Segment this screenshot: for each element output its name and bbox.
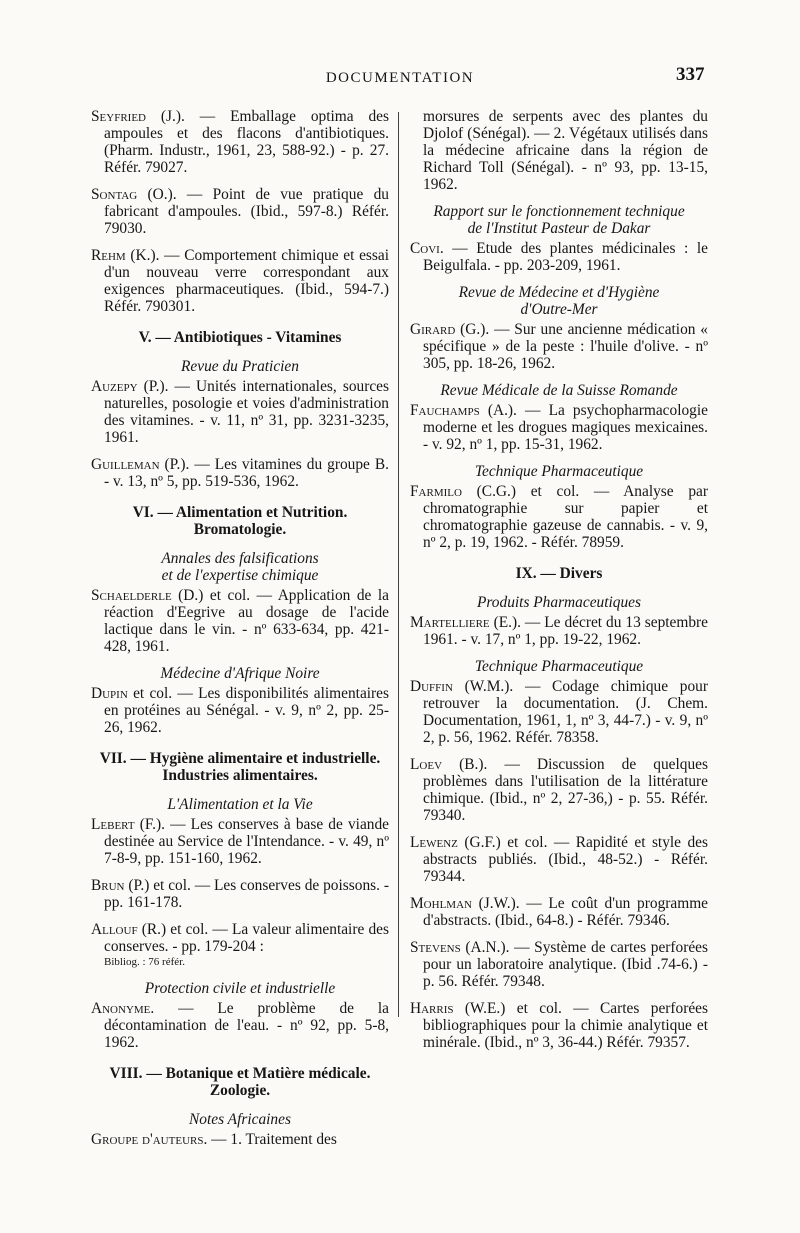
heading-line: IX. — Divers [515, 565, 603, 582]
entry-author: Auzepy [91, 378, 138, 395]
entry-author: Fauchamps [410, 402, 480, 419]
bibliography-entry [410, 895, 708, 929]
heading-line: Revue du Praticien [181, 358, 299, 375]
bibliography-entry [410, 1000, 708, 1051]
heading-line: V. — Antibiotiques - Vitamines [138, 329, 342, 346]
entry-text: (P.). — Unités internationales, sources naturelles, posologie et voies d'administration des vitamines. - v. 11, nº 31, pp. 3231-3235, 1961. [104, 378, 389, 446]
entry-author: Mohlman [410, 895, 472, 912]
entry-author: Martelliere [410, 614, 490, 631]
bibliography-entry [91, 456, 389, 490]
entry-text: (A.N.). — Système de cartes perforées pour un laboratoire analytique. (Ibid .74-6.) - p. 56. Référ. 79348. [423, 939, 708, 990]
heading-line: Revue de Médecine et d'Hygiène [458, 284, 660, 301]
entry-author: Anonyme [91, 1000, 151, 1017]
journal-heading [410, 594, 708, 611]
heading-line: Produits Pharmaceutiques [476, 594, 641, 611]
entry-text: (F.). — Les conserves à base de viande destinée au Service de l'Intendance. - v. 49, nº 7-8-9, pp. 151-160, 1962. [104, 816, 389, 867]
entry-text: (G.F.) et col. — Rapidité et style des abstracts publiés. (Ibid., 48-52.) - Référ. 79344. [423, 834, 708, 885]
journal-heading [410, 382, 708, 399]
bibliography-entry [91, 108, 389, 176]
entry-author: Brun [91, 877, 125, 894]
entry-author: Schaelderle [91, 587, 172, 604]
entry-text: (E.). — Le décret du 13 septembre 1961. - v. 17, nº 1, pp. 19-22, 1962. [423, 614, 708, 648]
journal-heading [91, 550, 389, 584]
entry-text: (W.E.) et col. — Cartes perforées bibliographiques pour la chimie analytique et minérale. (Ibid., nº 3, 36-44.) Référ. 79357. [423, 1000, 708, 1051]
heading-line: et de l'expertise chimique [161, 567, 319, 584]
bibliography-entry [410, 402, 708, 453]
bibliography-entry [410, 756, 708, 824]
bibliography-entry [91, 186, 389, 237]
entry-author: Stevens [410, 939, 461, 956]
entry-author: Dupin [91, 685, 128, 702]
journal-heading [410, 463, 708, 480]
bibliography-entry [410, 483, 708, 551]
heading-line: Annales des falsifications [161, 550, 319, 567]
heading-line: d'Outre-Mer [520, 301, 598, 318]
bibliography-entry [91, 877, 389, 911]
entry-author: Lewenz [410, 834, 458, 851]
entry-text: (P.). — Les vitamines du groupe B. - v. 13, nº 5, pp. 519-536, 1962. [104, 456, 389, 490]
entry-text: (J.). — Emballage optima des ampoules et des flacons d'antibiotiques. (Pharm. Industr., 1961, 23, 588-92.) - p. 27. Référ. 79027. [104, 108, 389, 176]
column-divider [398, 112, 399, 1017]
heading-line: VII. — Hygiène alimentaire et industrielle. [99, 750, 381, 767]
heading-line: L'Alimentation et la Vie [167, 796, 313, 813]
entry-author: Girard [410, 321, 456, 338]
journal-heading [91, 1111, 389, 1128]
bibliography-entry [91, 378, 389, 446]
bibliography-entry [410, 108, 708, 193]
entry-text: (D.) et col. — Application de la réaction d'Eegrive au dosage de l'acide lactique dans le vin. - nº 633-634, pp. 421-428, 1961. [104, 587, 389, 655]
entry-author: Covi [410, 240, 440, 257]
heading-line: Technique Pharmaceutique [474, 658, 644, 675]
entry-text: (G.). — Sur une ancienne médication « spécifique » de la peste : l'huile d'olive. - nº 305, pp. 18-26, 1962. [423, 321, 708, 372]
heading-line: de l'Institut Pasteur de Dakar [467, 220, 651, 237]
entry-text: . — Etude des plantes médicinales : le Beigulfala. - pp. 203-209, 1961. [423, 240, 708, 274]
bibliography-entry [410, 614, 708, 648]
bibliography-entry [410, 678, 708, 746]
entry-author: Seyfried [91, 108, 147, 125]
section-heading [91, 750, 389, 784]
bibliography-entry [91, 247, 389, 315]
entry-author: Harris [410, 1000, 454, 1017]
bibliography-entry [91, 816, 389, 867]
heading-line: Revue Médicale de la Suisse Romande [440, 382, 678, 399]
heading-line: VI. — Alimentation et Nutrition. [132, 504, 348, 521]
entry-author: Rehm [91, 247, 126, 264]
bibliography-note: Bibliog. : 76 référ. [104, 956, 185, 968]
entry-author: Guilleman [91, 456, 160, 473]
journal-heading [410, 203, 708, 237]
page-number: 337 [676, 64, 705, 85]
entry-text: (W.M.). — Codage chimique pour retrouver la documentation. (J. Chem. Documentation, 1961, 1, nº 3, 44-7.) - v. 9, nº 2, p. 56, 1962. Référ. 78358. [423, 678, 708, 746]
bibliography-entry [91, 921, 389, 955]
journal-heading [91, 358, 389, 375]
entry-text: (R.) et col. — La valeur alimentaire des conserves. - pp. 179-204 : [104, 921, 389, 955]
running-title: DOCUMENTATION [325, 70, 475, 86]
heading-line: VIII. — Botanique et Matière médicale. [109, 1065, 371, 1082]
journal-heading [410, 284, 708, 318]
section-heading [91, 329, 389, 346]
heading-line: Médecine d'Afrique Noire [160, 665, 320, 682]
entry-text: (K.). — Comportement chimique et essai d'un nouveau verre correspondant aux exigences pharmaceutiques. (Ibid., 594-7.) Référ. 790301. [104, 247, 389, 315]
heading-line: Bromatologie. [193, 521, 287, 538]
heading-line: Protection civile et industrielle [144, 980, 336, 997]
entry-text: . — 1. Traitement des [203, 1131, 337, 1148]
entry-author: Allouf [91, 921, 138, 938]
entry-author: Lebert [91, 816, 135, 833]
bibliography-entry [410, 834, 708, 885]
heading-line: Notes Africaines [189, 1111, 291, 1128]
journal-heading [91, 796, 389, 813]
entry-text: (J.W.). — Le coût d'un programme d'abstracts. (Ibid., 64-8.) - Référ. 79346. [423, 895, 708, 929]
journal-heading [91, 665, 389, 682]
bibliography-entry [91, 685, 389, 736]
heading-line: Rapport sur le fonctionnement technique [433, 203, 685, 220]
bibliography-entry [91, 587, 389, 655]
section-heading [91, 1065, 389, 1099]
entry-author: Duffin [410, 678, 453, 695]
entry-text: (P.) et col. — Les conserves de poissons. - pp. 161-178. [104, 877, 389, 911]
entry-text: (C.G.) et col. — Analyse par chromatographie sur papier et chromatographie gazeuse de cannabis. - v. 9, nº 2, p. 19, 1962. - Référ. 78959. [423, 483, 708, 551]
entry-text: morsures de serpents avec des plantes du Djolof (Sénégal). — 2. Végétaux utilisés dans la médecine africaine dans la région de Richard Toll (Sénégal). - nº 93, pp. 13-15, 1962. [423, 108, 708, 193]
bibliography-entry [410, 240, 708, 274]
left-column [91, 108, 389, 1158]
journal-heading [91, 980, 389, 997]
heading-line: Technique Pharmaceutique [474, 463, 644, 480]
entry-author: Farmilo [410, 483, 462, 500]
heading-line: Industries alimentaires. [162, 767, 318, 784]
right-column [410, 108, 708, 1061]
entry-text: et col. — Les disponibilités alimentaires en protéines au Sénégal. - v. 9, nº 2, pp. 25-26, 1962. [104, 685, 389, 736]
bibliography-entry [91, 1000, 389, 1051]
bibliography-entry [91, 1131, 389, 1148]
bibliography-entry [410, 939, 708, 990]
entry-author: Groupe d'auteurs [91, 1131, 204, 1148]
entry-author: Sontag [91, 186, 138, 203]
section-heading [91, 504, 389, 538]
entry-text: (O.). — Point de vue pratique du fabricant d'ampoules. (Ibid., 597-8.) Référ. 79030. [104, 186, 389, 237]
heading-line: Zoologie. [209, 1082, 271, 1099]
entry-author: Loev [410, 756, 443, 773]
section-heading [410, 565, 708, 582]
bibliography-entry [410, 321, 708, 372]
entry-text: (B.). — Discussion de quelques problèmes dans l'utilisation de la littérature chimique. (Ibid., nº 2, 27-36,) - p. 55. Référ. 79340. [423, 756, 708, 824]
journal-heading [410, 658, 708, 675]
entry-text: (A.). — La psychopharmacologie moderne et les drogues magiques mexicaines. - v. 92, nº 1, pp. 15-31, 1962. [423, 402, 708, 453]
entry-text: . — Le problème de la décontamination de l'eau. - nº 92, pp. 5-8, 1962. [104, 1000, 389, 1051]
